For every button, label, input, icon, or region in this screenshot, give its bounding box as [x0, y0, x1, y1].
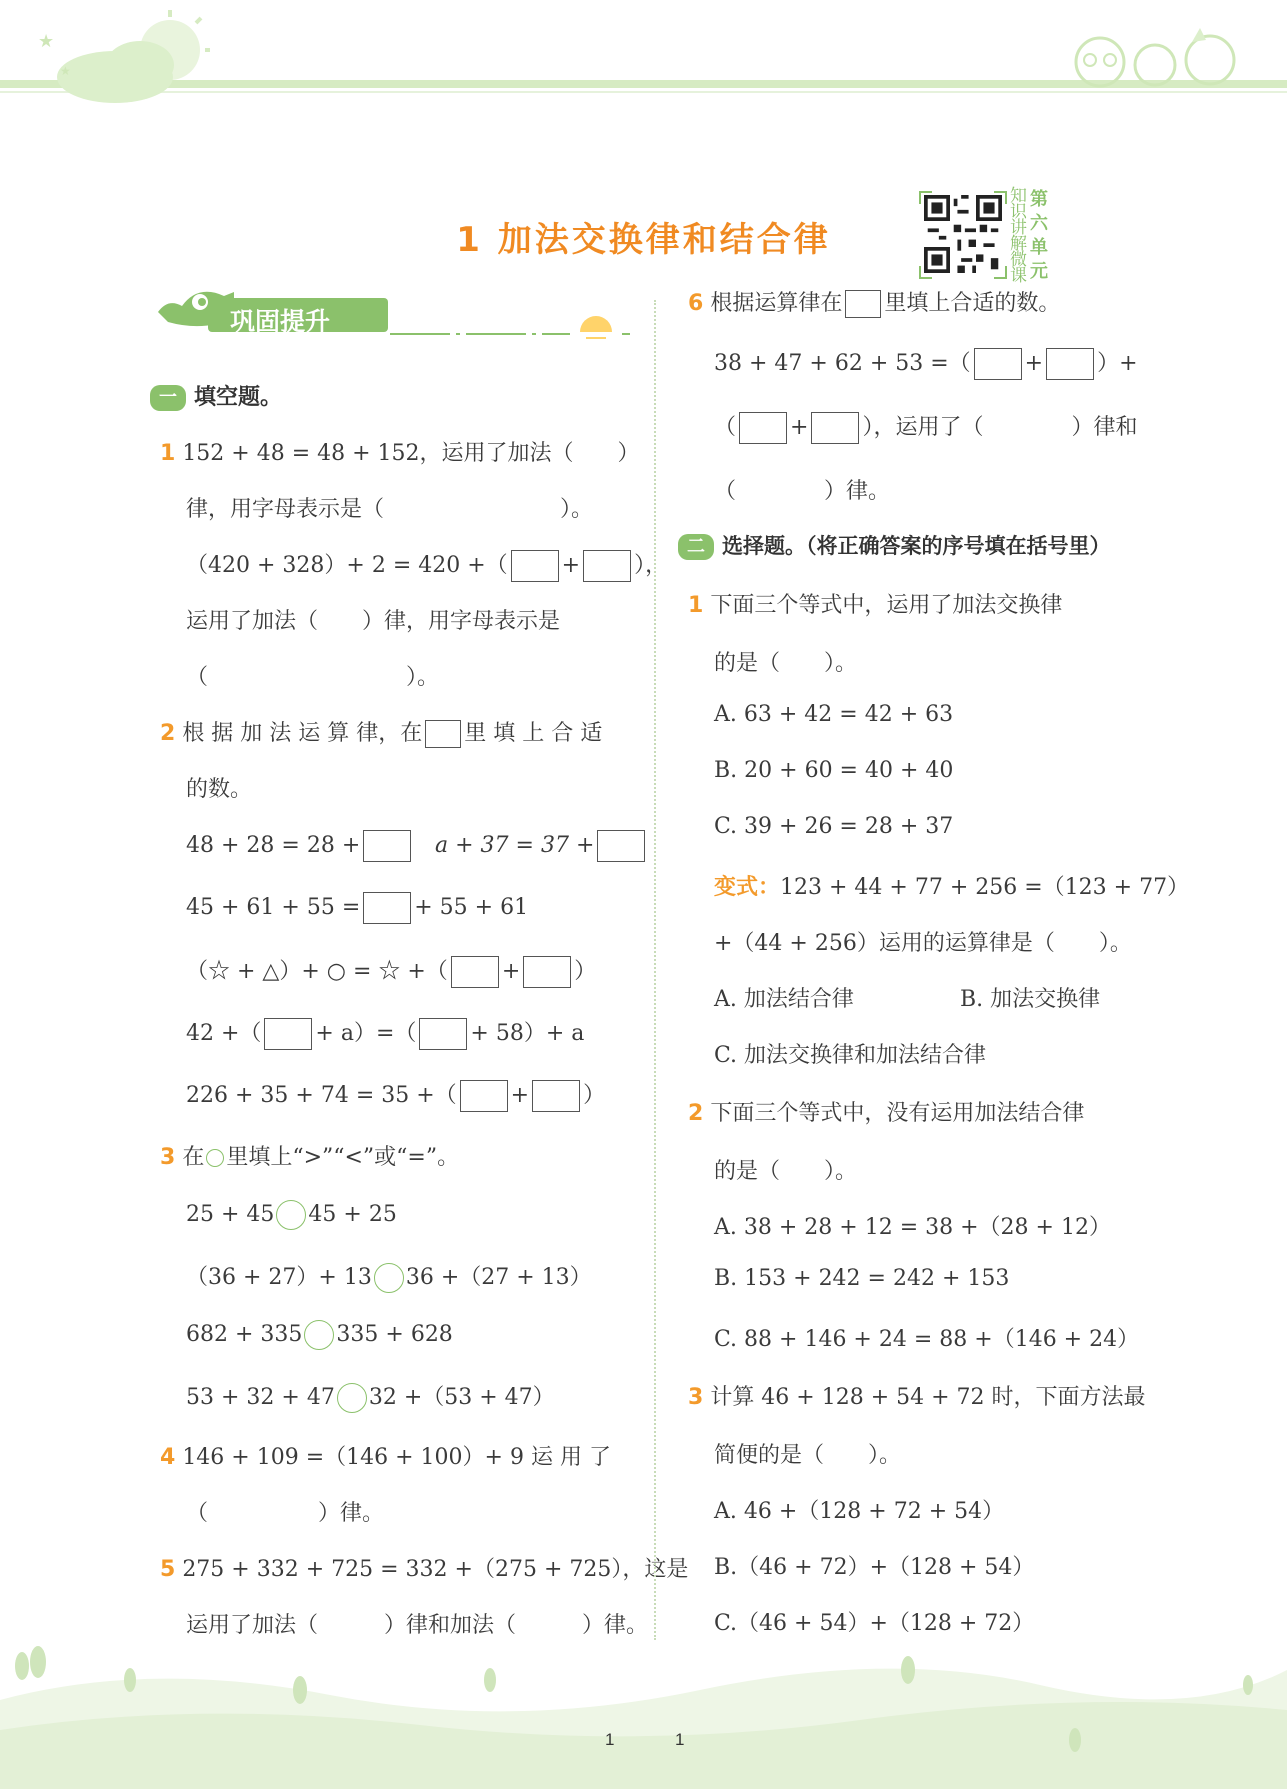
c2-line1: 2 下面三个等式中，没有运用加法结合律 — [688, 1101, 1085, 1126]
q6-line2: 38 + 47 + 62 + 53 =（ + ）+ — [714, 346, 1138, 380]
q3-row: 53 + 32 + 47 32 +（53 + 47） — [186, 1380, 555, 1413]
q1-line3: （420 + 328）+ 2 = 420 +（ + ）， — [186, 548, 667, 582]
answer-box[interactable] — [597, 830, 645, 862]
answer-box[interactable] — [523, 956, 571, 988]
c3-line2: 简便的是（ ）。 — [714, 1443, 902, 1468]
option-a: A. 加法结合律 — [714, 987, 854, 1012]
answer-box[interactable] — [363, 892, 411, 924]
section-heading-choice: 二 选择题。（将正确答案的序号填在括号里） — [678, 530, 1111, 560]
q1-line4: 运用了加法（ ）律，用字母表示是 — [186, 609, 561, 634]
answer-box[interactable] — [583, 550, 631, 582]
c3-line1: 3 计算 46 + 128 + 54 + 72 时，下面方法最 — [688, 1385, 1146, 1410]
q1-text: 152 + 48 = 48 + 152，运用了加法（ ） — [182, 441, 640, 466]
option-b: B. 20 + 60 = 40 + 40 — [714, 758, 954, 783]
answer-box[interactable] — [264, 1018, 312, 1050]
q3-line1: 3 在 里填上“>”“<”或“=”。 — [160, 1145, 460, 1170]
answer-box[interactable] — [974, 348, 1022, 380]
c1-line2: 的是（ ）。 — [714, 651, 858, 676]
q2-eq5: 42 +（ + a）=（ + 58）+ a — [186, 1016, 584, 1050]
q6-line1: 6 根据运算律在 里填上合适的数。 — [688, 291, 1061, 316]
option-a: A. 46 +（128 + 72 + 54） — [714, 1499, 1005, 1524]
footer-hills-decoration — [0, 1640, 1287, 1789]
q2-line1: 2 根 据 加 法 运 算 律，在 里 填 上 合 适 — [160, 721, 603, 746]
option-a: A. 38 + 28 + 12 = 38 +（28 + 12） — [714, 1215, 1111, 1240]
page-number: 1 — [605, 1730, 615, 1749]
section-banner — [150, 282, 630, 346]
q1-line2: 律，用字母表示是（ ）。 — [186, 497, 594, 522]
qr-frame — [918, 190, 1008, 280]
option-b: B.（46 + 72）+（128 + 54） — [714, 1555, 1035, 1580]
column-divider — [654, 300, 656, 1640]
answer-box — [425, 720, 461, 748]
compare-circle[interactable] — [304, 1320, 334, 1350]
option-b: B. 153 + 242 = 242 + 153 — [714, 1266, 1010, 1291]
micro-lesson-tag: 知识讲解微课 — [1010, 186, 1027, 286]
page-title: 1 加法交换律和结合律 — [456, 220, 831, 260]
section-badge: 一 — [150, 385, 186, 411]
q3-row: 25 + 45 45 + 25 — [186, 1200, 397, 1230]
page-number: 1 — [675, 1730, 685, 1749]
q-num: 1 — [160, 441, 176, 466]
cloud-sun-decoration — [20, 5, 210, 115]
variant-line1: 变式：123 + 44 + 77 + 256 =（123 + 77） — [714, 875, 1190, 900]
q6-line3: （ + ），运用了（ ）律和 — [714, 410, 1137, 444]
svg-text:★: ★ — [38, 31, 55, 52]
q2-eq6: 226 + 35 + 74 = 35 +（ + ） — [186, 1078, 605, 1112]
q2-eq4: （☆ + △）+ ○ = ☆ +（ + ） — [186, 954, 596, 988]
answer-box — [845, 290, 881, 318]
answer-box[interactable] — [460, 1080, 508, 1112]
answer-box[interactable] — [511, 550, 559, 582]
option-c: C. 加法交换律和加法结合律 — [714, 1043, 987, 1068]
unit-tag: 第六单元 — [1030, 189, 1048, 282]
answer-box[interactable] — [811, 412, 859, 444]
c1-line1: 1 下面三个等式中，运用了加法交换律 — [688, 593, 1063, 618]
compare-circle[interactable] — [337, 1383, 367, 1413]
option-a: A. 63 + 42 = 42 + 63 — [714, 702, 954, 727]
q2-line2: 的数。 — [186, 777, 253, 802]
option-c: C.（46 + 54）+（128 + 72） — [714, 1611, 1035, 1636]
q1-line5: （ ）。 — [186, 665, 440, 690]
q5-line1: 5 275 + 332 + 725 = 332 +（275 + 725），这是 — [160, 1557, 689, 1582]
option-b: B. 加法交换律 — [960, 987, 1101, 1012]
q4-line1: 4 146 + 109 =（146 + 100）+ 9 运 用 了 — [160, 1445, 611, 1470]
q3-row: 682 + 335 335 + 628 — [186, 1320, 453, 1350]
q4-line2: （ ）律。 — [186, 1501, 385, 1526]
q5-line2: 运用了加法（ ）律和加法（ ）律。 — [186, 1613, 649, 1638]
answer-box[interactable] — [1046, 348, 1094, 380]
answer-box[interactable] — [739, 412, 787, 444]
section-heading-fill: 一 填空题。 — [150, 380, 282, 411]
option-c: C. 88 + 146 + 24 = 88 +（146 + 24） — [714, 1327, 1140, 1352]
variant-line2: +（44 + 256）运用的运算律是（ ）。 — [714, 931, 1132, 956]
circle-icon — [206, 1149, 224, 1167]
answer-box[interactable] — [532, 1080, 580, 1112]
compare-circle[interactable] — [374, 1263, 404, 1293]
banner-label: 巩固提升 — [230, 307, 331, 336]
q3-row: （36 + 27）+ 13 36 +（27 + 13） — [186, 1260, 592, 1293]
q2-eq1: 48 + 28 = 28 + — [186, 830, 414, 862]
q6-line4: （ ）律。 — [714, 479, 891, 504]
answer-box[interactable] — [419, 1018, 467, 1050]
c2-line2: 的是（ ）。 — [714, 1159, 858, 1184]
svg-text:★: ★ — [60, 64, 71, 78]
compare-circle[interactable] — [276, 1200, 306, 1230]
q2-eq3: 45 + 61 + 55 = + 55 + 61 — [186, 892, 528, 924]
option-c: C. 39 + 26 = 28 + 37 — [714, 814, 954, 839]
answer-box[interactable] — [451, 956, 499, 988]
answer-box[interactable] — [363, 830, 411, 862]
animals-decoration — [1060, 20, 1260, 90]
q2-eq2: a + 37 = 37 + — [435, 830, 648, 862]
